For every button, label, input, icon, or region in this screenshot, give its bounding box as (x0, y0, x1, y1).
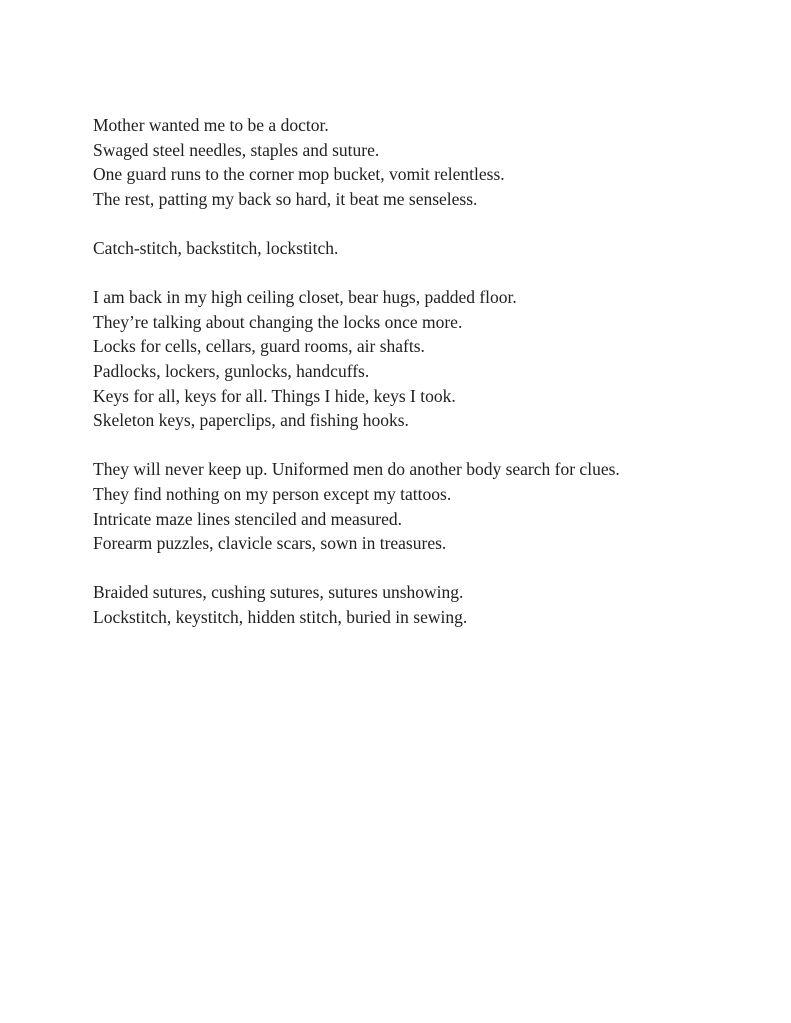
poem-line: One guard runs to the corner mop bucket, vomit relentless. (93, 164, 505, 185)
poem-line: Keys for all, keys for all. Things I hide, keys I took. (93, 385, 456, 406)
poem-line: They will never keep up. Uniformed men do another body search for clues. (93, 459, 620, 480)
poem-line: They find nothing on my person except my tattoos. (93, 483, 452, 504)
poem-line: Braided sutures, cushing sutures, sutures unshowing. (93, 582, 464, 603)
poem-line: Catch-stitch, backstitch, lockstitch. (93, 237, 339, 258)
poem-line: Locks for cells, cellars, guard rooms, air shafts. (93, 336, 425, 357)
poem-stanza (93, 580, 733, 629)
poem-body (93, 113, 733, 629)
poem-stanza (93, 285, 733, 433)
poem-line: Skeleton keys, paperclips, and fishing hooks. (93, 410, 409, 431)
poem-stanza (93, 113, 733, 211)
poem-stanza (93, 457, 733, 555)
poem-line: Lockstitch, keystitch, hidden stitch, buried in sewing. (93, 606, 468, 627)
poem-line: Swaged steel needles, staples and suture. (93, 139, 380, 160)
poem-line: The rest, patting my back so hard, it beat me senseless. (93, 188, 478, 209)
poem-line: Padlocks, lockers, gunlocks, handcuffs. (93, 360, 370, 381)
poem-line: I am back in my high ceiling closet, bear hugs, padded floor. (93, 287, 517, 308)
poem-stanza (93, 236, 733, 261)
poem-line: Forearm puzzles, clavicle scars, sown in treasures. (93, 533, 447, 554)
poem-line: Mother wanted me to be a doctor. (93, 115, 329, 135)
poem-line: Intricate maze lines stenciled and measured. (93, 508, 403, 529)
poem-line: They’re talking about changing the locks once more. (93, 311, 463, 332)
